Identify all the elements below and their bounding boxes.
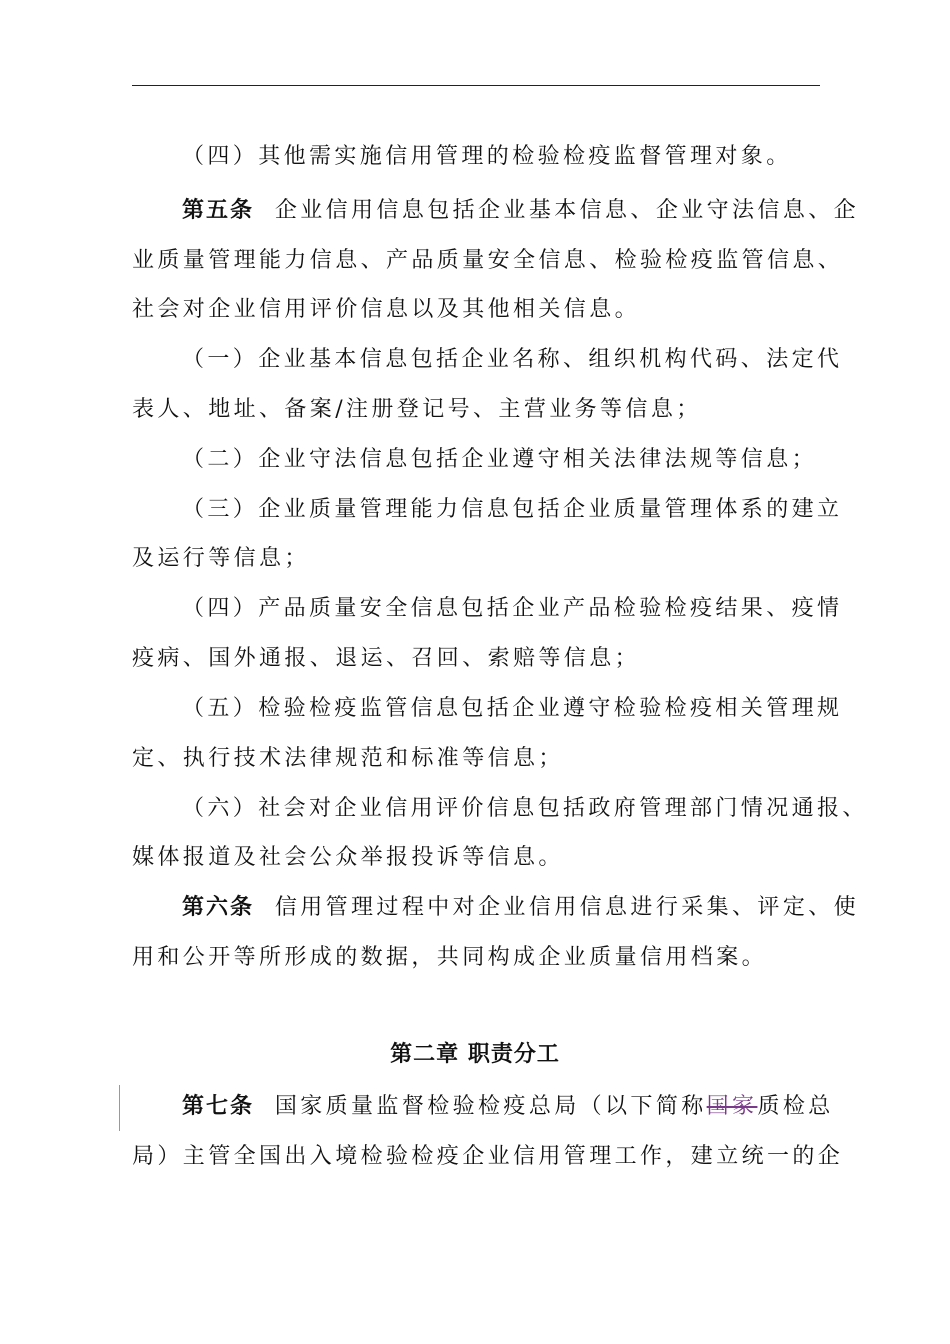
revision-change-bar — [119, 1085, 120, 1131]
item-4-line-2: 疫病、国外通报、退运、召回、索赔等信息； — [132, 646, 641, 671]
article-5-line-3: 社会对企业信用评价信息以及其他相关信息。 — [132, 297, 641, 322]
item-1-line-1: （一）企业基本信息包括企业名称、组织机构代码、法定代 — [182, 347, 843, 372]
article-7-text-1b: 质检总 — [757, 1094, 834, 1119]
article-6-line-1 — [182, 893, 882, 923]
item-4-line-1: （四）产品质量安全信息包括企业产品检验检疫结果、疫情 — [182, 596, 843, 621]
article-7-line-2: 局）主管全国出入境检验检疫企业信用管理工作，建立统一的企 — [132, 1144, 844, 1169]
article-5-line-2: 业质量管理能力信息、产品质量安全信息、检验检疫监管信息、 — [132, 248, 844, 273]
article-5-text-1: 企业信用信息包括企业基本信息、企业守法信息、企 — [274, 198, 860, 223]
item-1-line-2: 表人、地址、备案/注册登记号、主营业务等信息； — [132, 397, 702, 422]
header-rule — [132, 85, 820, 86]
article-6-label: 第六条 — [182, 895, 255, 920]
item-5-line-1: （五）检验检疫监管信息包括企业遵守检验检疫相关管理规 — [182, 696, 843, 721]
item-6-line-1: （六）社会对企业信用评价信息包括政府管理部门情况通报、 — [182, 796, 868, 821]
deleted-text: 国家 — [706, 1094, 758, 1119]
item-four-line-1: （四）其他需实施信用管理的检验检疫监督管理对象。 — [182, 144, 792, 169]
article-7-line-1 — [182, 1092, 882, 1122]
item-2-line-1: （二）企业守法信息包括企业遵守相关法律法规等信息； — [182, 447, 818, 472]
article-5-line-1 — [182, 196, 882, 226]
article-7-text-1: 国家质量监督检验检疫总局（以下简称 — [274, 1094, 707, 1119]
article-5-label: 第五条 — [182, 198, 255, 223]
item-3-line-2: 及运行等信息； — [132, 546, 310, 571]
article-6-line-2: 用和公开等所形成的数据，共同构成企业质量信用档案。 — [132, 945, 768, 970]
item-6-line-2: 媒体报道及社会公众举报投诉等信息。 — [132, 845, 564, 870]
article-6-text-1: 信用管理过程中对企业信用信息进行采集、评定、使 — [274, 895, 860, 920]
chapter-2-heading: 第二章 职责分工 — [390, 1042, 560, 1067]
item-5-line-2: 定、执行技术法律规范和标准等信息； — [132, 746, 564, 771]
article-7-label: 第七条 — [182, 1094, 255, 1119]
item-3-line-1: （三）企业质量管理能力信息包括企业质量管理体系的建立 — [182, 497, 843, 522]
